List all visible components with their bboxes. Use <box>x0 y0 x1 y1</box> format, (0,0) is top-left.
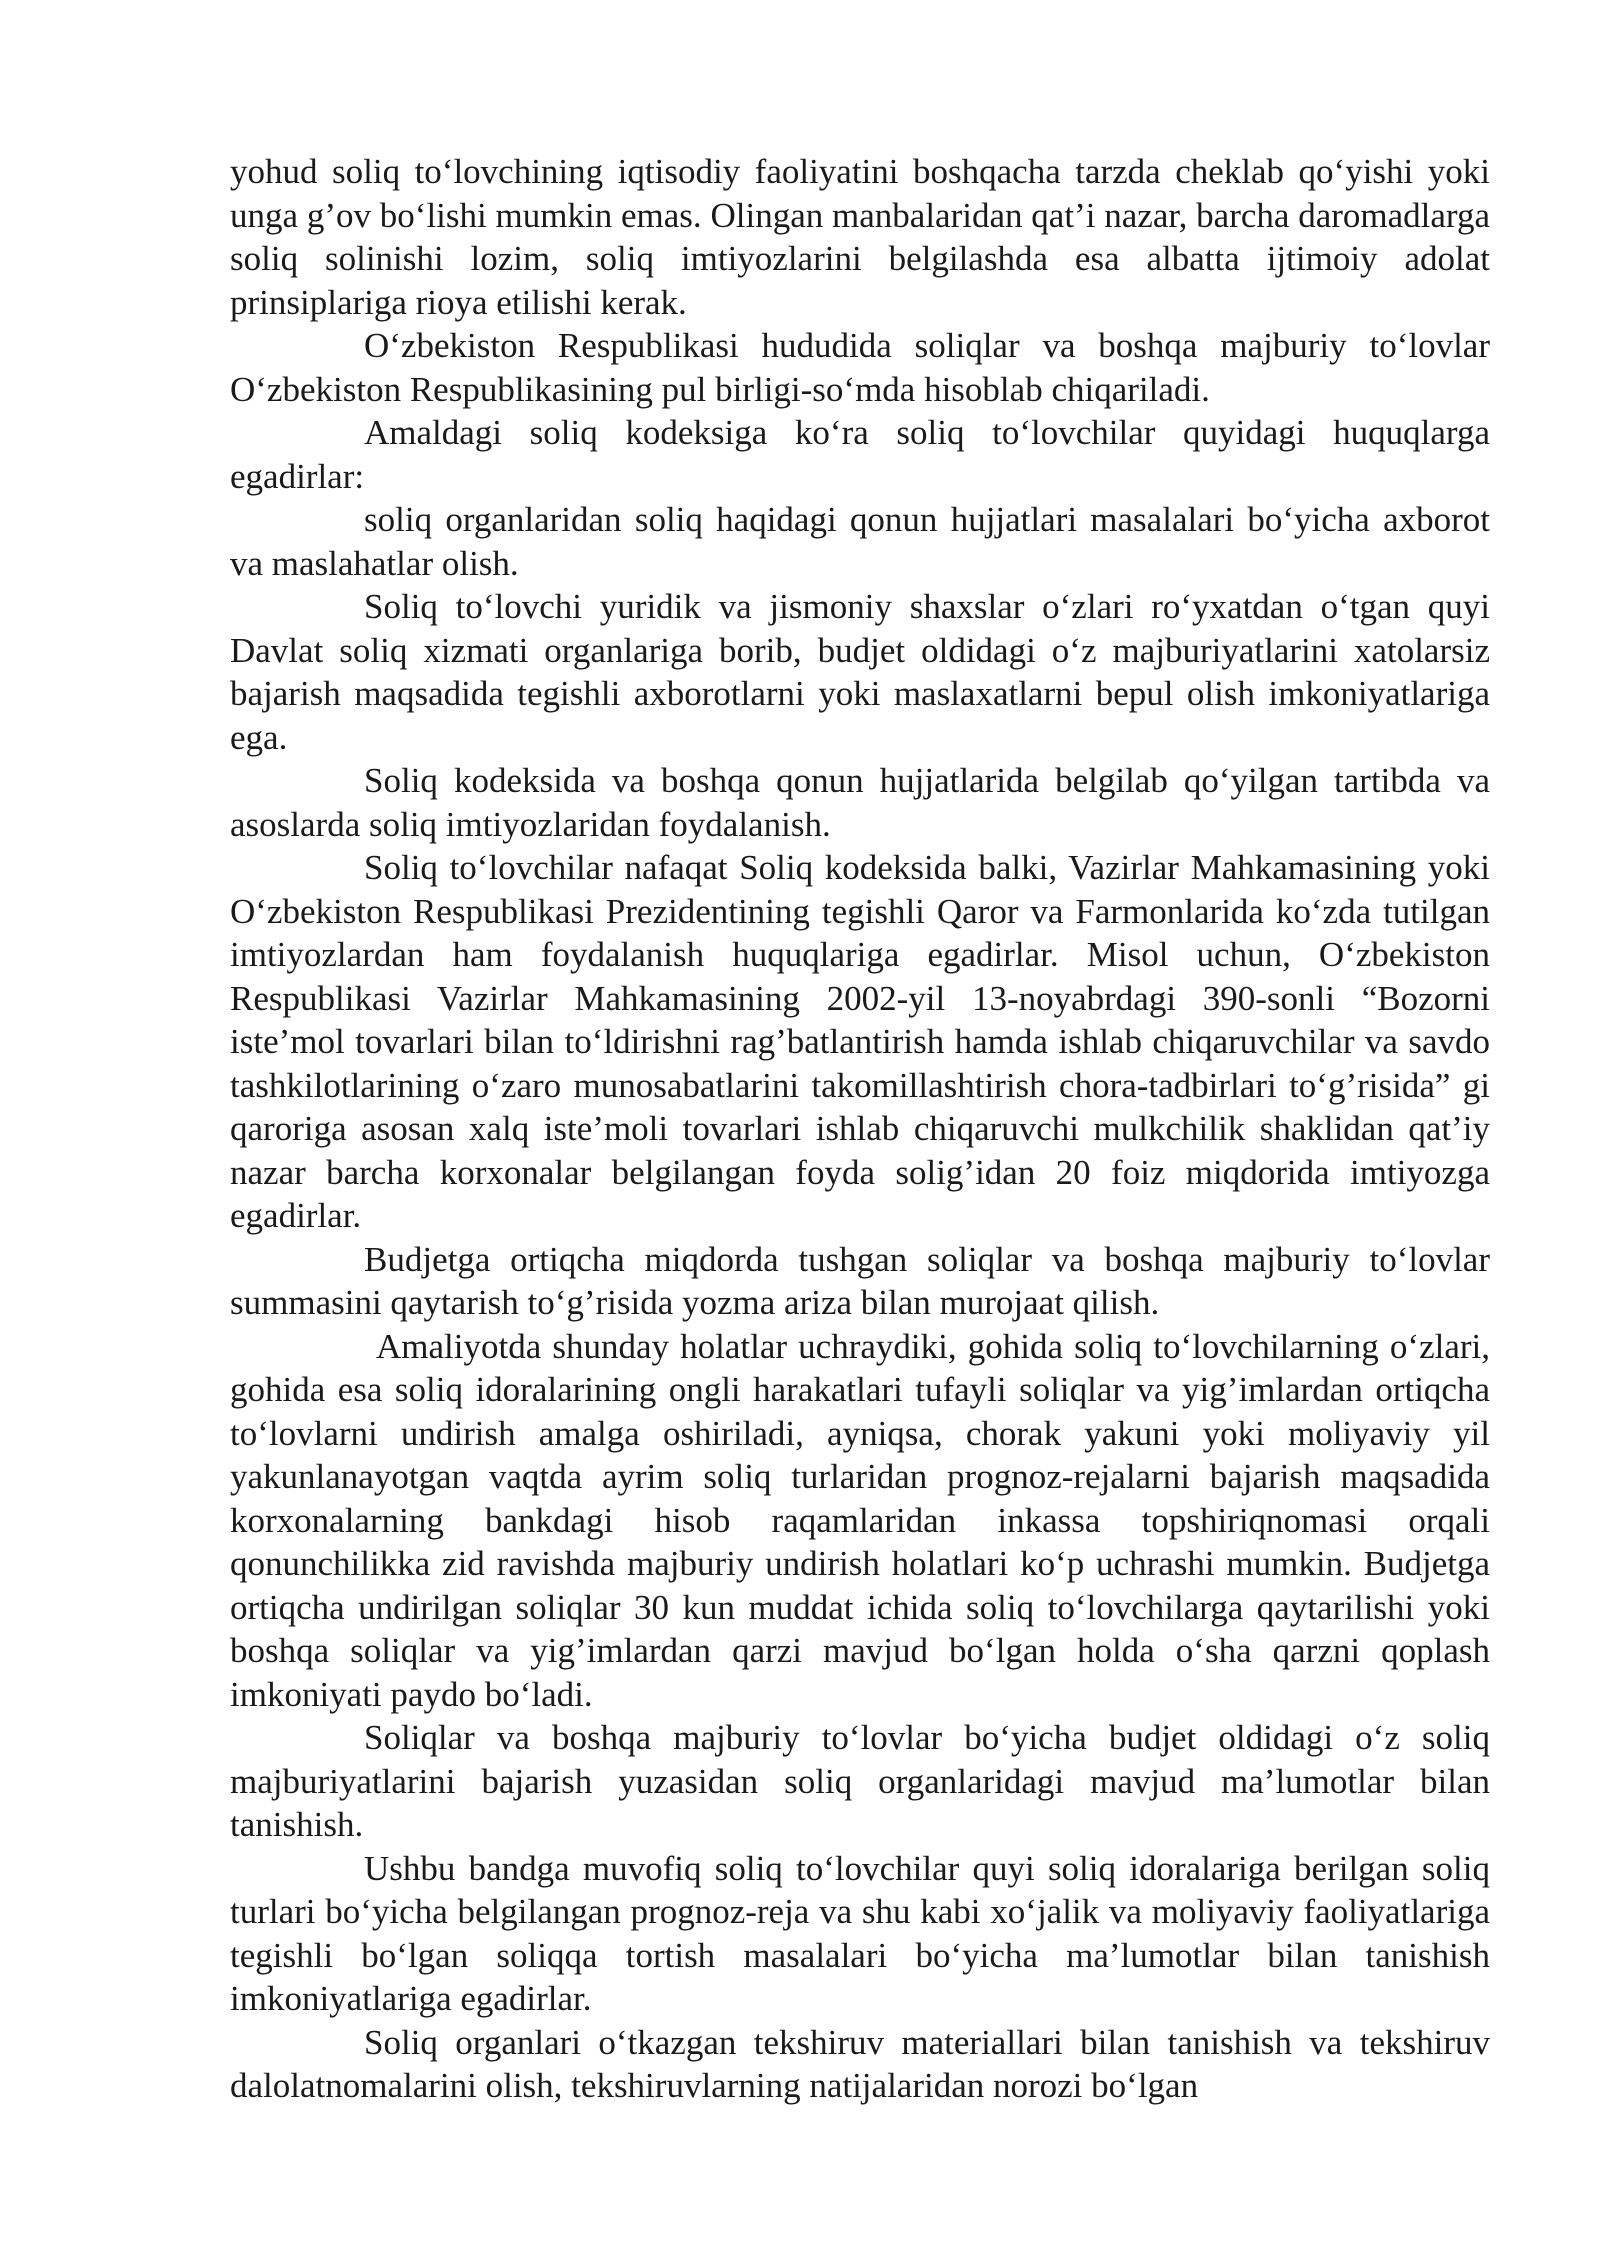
paragraph-12: Soliq organlari o‘tkazgan tekshiruv materiallari bilan tanishish va tekshiruv dalolatnomalarini olish, tekshiruvlarning natijalaridan norozi bo‘lgan <box>230 2022 1490 2105</box>
paragraph-5: Soliq to‘lovchi yuridik va jismoniy shaxslar o‘zlari ro‘yxatdan o‘tgan quyi Davlat soliq xizmati organlariga borib, budjet oldidagi o‘z majburiyatlarini xatolarsiz bajarish maqsadida tegishli axborotlarni yoki maslaxatlarni bepul olish imkoniyatlariga ega. <box>230 587 1490 757</box>
paragraph-9: Amaliyotda shunday holatlar uchraydiki, gohida soliq to‘lovchilarning o‘zlari, gohida esa soliq idoralarining ongli harakatlari tufayli soliqlar va yig’imlardan ortiqcha to‘lovlarni undirish amalga oshiriladi, ayniqsa, chorak yakuni yoki moliyaviy yil yakunlanayotgan vaqtda ayrim soliq turlaridan prognoz-rejalarni bajarish maqsadida korxonalarning bankdagi hisob raqamlaridan inkassa topshiriqnomasi orqali qonunchilikka zid ravishda majburiy undirish holatlari ko‘p uchrashi mumkin. Budjetga ortiqcha undirilgan soliqlar 30 kun muddat ichida soliq to‘lovchilarga qaytarilishi yoki boshqa soliqlar va yig’imlardan qarzi mavjud bo‘lgan holda o‘sha qarzni qoplash imkoniyati paydo bo‘ladi. <box>230 1326 1490 1714</box>
paragraph-7: Soliq to‘lovchilar nafaqat Soliq kodeksida balki, Vazirlar Mahkamasining yoki O‘zbekiston Respublikasi Prezidentining tegishli Qaror va Farmonlarida ko‘zda tutilgan imtiyozlardan ham foydalanish huquqlariga egadirlar. Misol uchun, O‘zbekiston Respublikasi Vazirlar Mahkamasining 2002-yil 13-noyabrdagi 390-sonli “Bozorni iste’mol tovarlari bilan to‘ldirishni rag’batlantirish hamda ishlab chiqaruvchilar va savdo tashkilotlarining o‘zaro munosabatlarini takomillashtirish chora-tadbirlari to‘g’risida” gi qaroriga asosan xalq iste’moli tovarlari ishlab chiqaruvchi mulkchilik shaklidan qat’iy nazar barcha korxonalar belgilangan foyda solig’idan 20 foiz miqdorida imtiyozga egadirlar. <box>230 848 1490 1235</box>
paragraph-2: O‘zbekiston Respublikasi hududida soliqlar va boshqa majburiy to‘lovlar O‘zbekiston Respublikasining pul birligi-so‘mda hisoblab chiqariladi. <box>230 326 1490 409</box>
paragraph-10: Soliqlar va boshqa majburiy to‘lovlar bo‘yicha budjet oldidagi o‘z soliq majburiyatlarini bajarish yuzasidan soliq organlaridagi mavjud ma’lumotlar bilan tanishish. <box>230 1718 1490 1844</box>
paragraph-4: soliq organlaridan soliq haqidagi qonun hujjatlari masalalari bo‘yicha axborot va maslahatlar olish. <box>230 500 1490 583</box>
paragraph-1: yohud soliq to‘lovchining iqtisodiy faoliyatini boshqacha tarzda cheklab qo‘yishi yoki unga g’ov bo‘lishi mumkin emas. Olingan manbalaridan qat’i nazar, barcha daromadlarga soliq solinishi lozim, soliq imtiyozlarini belgilashda esa albatta ijtimoiy adolat prinsiplariga rioya etilishi kerak. <box>230 152 1490 322</box>
paragraph-8: Budjetga ortiqcha miqdorda tushgan soliqlar va boshqa majburiy to‘lovlar summasini qaytarish to‘g’risida yozma ariza bilan murojaat qilish. <box>230 1239 1490 1322</box>
paragraph-11: Ushbu bandga muvofiq soliq to‘lovchilar quyi soliq idoralariga berilgan soliq turlari bo‘yicha belgilangan prognoz-reja va shu kabi xo‘jalik va moliyaviy faoliyatlariga tegishli bo‘lgan soliqqa tortish masalalari bo‘yicha ma’lumotlar bilan tanishish imkoniyatlariga egadirlar. <box>230 1848 1490 2018</box>
paragraph-3: Amaldagi soliq kodeksiga ko‘ra soliq to‘lovchilar quyidagi huquqlarga egadirlar: <box>230 413 1490 496</box>
document-page <box>230 150 1490 2108</box>
paragraph-6: Soliq kodeksida va boshqa qonun hujjatlarida belgilab qo‘yilgan tartibda va asoslarda soliq imtiyozlaridan foydalanish. <box>230 761 1490 844</box>
